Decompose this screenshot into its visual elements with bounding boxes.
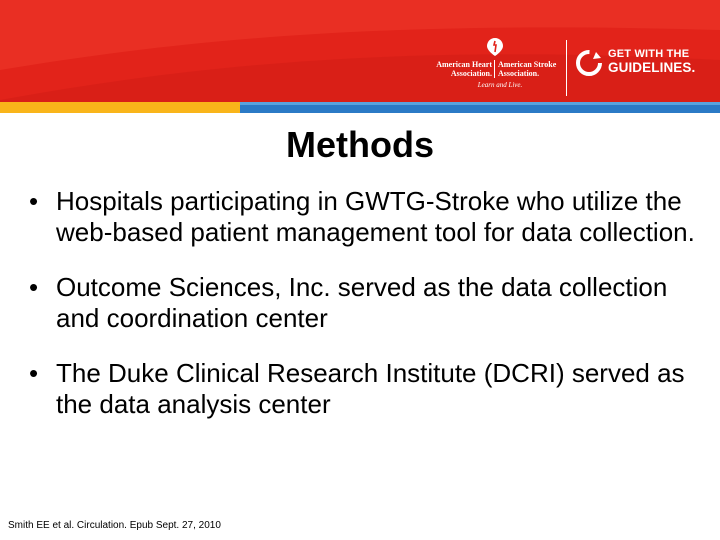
bullet-text: Hospitals participating in GWTG-Stroke who utilize the web-based patient management tool for data collection. [56, 186, 695, 247]
aha-tagline: Learn and Live. [477, 81, 523, 89]
slide-title: Methods [286, 124, 434, 165]
aha-org-name: American Heart Association. [436, 60, 492, 78]
bullet-dot-icon: • [29, 186, 39, 216]
bullet-item [26, 272, 696, 334]
bullet-text: Outcome Sciences, Inc. served as the data collection and coordination center [56, 272, 668, 333]
citation-footer: Smith EE et al. Circulation. Epub Sept. 27, 2010 [8, 520, 221, 531]
gwtg-line1: GET WITH THE [608, 48, 690, 60]
aha-org-divider [494, 60, 495, 78]
bullet-item [26, 186, 696, 248]
bullet-list [26, 186, 696, 444]
stripe-blue-highlight [240, 102, 720, 105]
stripe-yellow [0, 102, 240, 113]
bullet-dot-icon: • [29, 272, 39, 302]
header-banner [0, 0, 720, 102]
bullet-text: The Duke Clinical Research Institute (DCRI) served as the data analysis center [56, 358, 685, 419]
gwtg-logo-text [608, 48, 720, 74]
torch-icon [484, 36, 506, 58]
gwtg-circle-arrow-icon [574, 48, 604, 78]
bullet-item [26, 358, 696, 420]
bullet-dot-icon: • [29, 358, 39, 388]
gwtg-line2: GUIDELINES. [608, 60, 696, 75]
aha-logo [430, 36, 560, 94]
asa-org-name: American Stroke Association. [498, 60, 557, 78]
logo-divider [566, 40, 567, 96]
